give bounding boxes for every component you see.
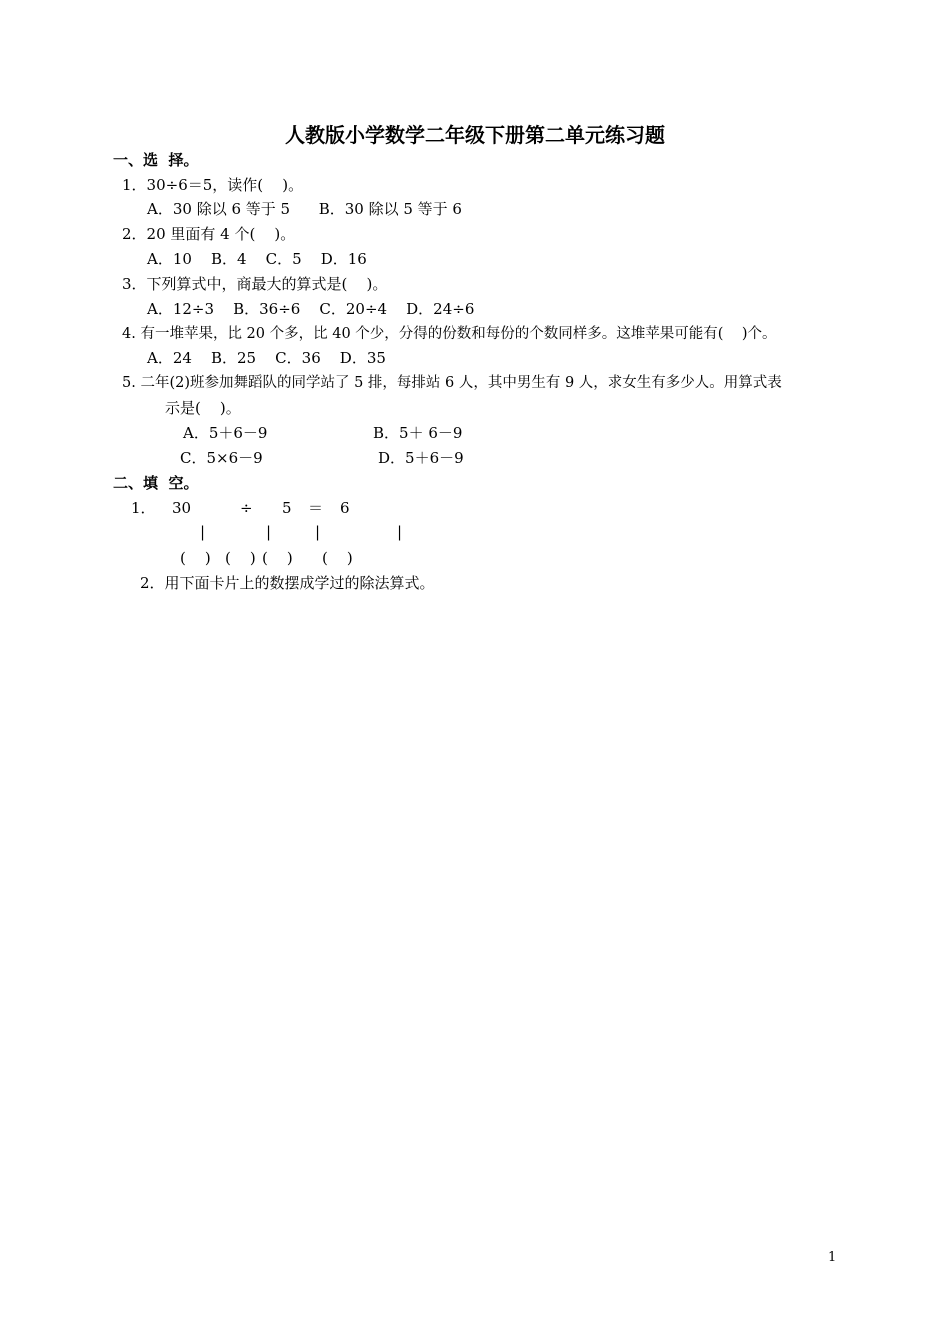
equals-sign: ＝ bbox=[308, 499, 324, 517]
question-5-option-a: A．5＋6－9 bbox=[183, 424, 268, 442]
section-heading-choice: 一、选 择。 bbox=[113, 151, 199, 169]
dividend: 30 bbox=[172, 499, 192, 517]
question-5-option-b: B．5＋ 6－9 bbox=[373, 424, 463, 442]
question-4-options: A．24 B．25 C．36 D．35 bbox=[147, 349, 386, 367]
question-1-options: A．30 除以 6 等于 5 B．30 除以 5 等于 6 bbox=[147, 200, 462, 218]
question-5-option-d: D．5＋6－9 bbox=[378, 449, 464, 467]
blank-dividend-name: ( ) bbox=[180, 549, 211, 567]
question-5-line1: 5. 二年(2)班参加舞蹈队的同学站了 5 排，每排站 6 人，其中男生有 9 人，求女生有多少人。用算式表 bbox=[122, 375, 782, 391]
question-5-option-c: C．5×6－9 bbox=[180, 449, 263, 467]
section-heading-fill: 二、填 空。 bbox=[113, 474, 199, 492]
question-3: 3．下列算式中，商最大的算式是( )。 bbox=[122, 275, 388, 293]
question-5-line2: 示是( )。 bbox=[165, 399, 241, 417]
connector-bar-divisor: | bbox=[315, 523, 321, 541]
page-number: 1 bbox=[828, 1250, 837, 1265]
blank-sign-name: ( ) bbox=[225, 549, 256, 567]
question-3-options: A．12÷3 B．36÷6 C．20÷4 D．24÷6 bbox=[147, 300, 475, 318]
connector-bar-dividend: | bbox=[200, 523, 206, 541]
fill-question-1-number: 1． bbox=[131, 499, 156, 517]
connector-bar-sign: | bbox=[266, 523, 272, 541]
blank-quotient-name: ( ) bbox=[322, 549, 353, 567]
page-title: 人教版小学数学二年级下册第二单元练习题 bbox=[285, 123, 665, 147]
divide-sign: ÷ bbox=[240, 499, 253, 517]
divisor: 5 bbox=[282, 499, 292, 517]
question-1: 1．30÷6＝5，读作( )。 bbox=[122, 176, 304, 194]
question-2-options: A．10 B．4 C．5 D．16 bbox=[147, 250, 367, 268]
blank-divisor-name: ( ) bbox=[262, 549, 293, 567]
quotient: 6 bbox=[340, 499, 350, 517]
fill-question-2: 2．用下面卡片上的数摆成学过的除法算式。 bbox=[140, 574, 435, 592]
question-4: 4. 有一堆苹果，比 20 个多，比 40 个少，分得的份数和每份的个数同样多。这堆苹果可能有( )个。 bbox=[122, 326, 777, 342]
question-2: 2．20 里面有 4 个( )。 bbox=[122, 225, 296, 243]
connector-bar-quotient: | bbox=[397, 523, 403, 541]
